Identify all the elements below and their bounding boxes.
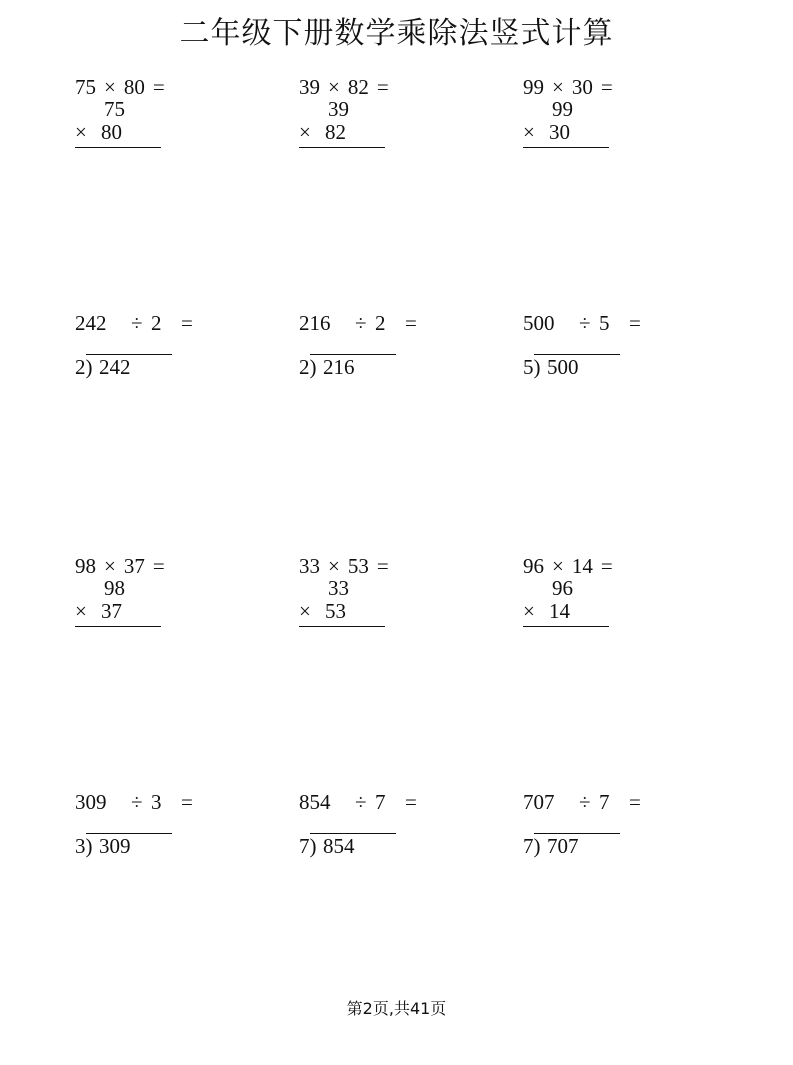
operand-b: 30	[571, 75, 593, 99]
divide-sign: ÷	[355, 790, 367, 814]
operand-a: 75	[75, 75, 96, 99]
answer-line	[299, 147, 385, 148]
equals-sign: =	[405, 311, 417, 335]
equals-sign: =	[152, 75, 165, 99]
long-division-row	[299, 354, 355, 380]
vertical-multiplier-row	[75, 120, 125, 144]
answer-line	[75, 147, 161, 148]
equals-sign: =	[629, 790, 641, 814]
vertical-multiplier: 80	[101, 120, 122, 144]
division-bracket	[523, 833, 547, 859]
vertical-multiplicand: 98	[104, 576, 125, 600]
divide-sign: ÷	[131, 790, 143, 814]
divisor: 7	[375, 790, 386, 814]
long-division-row	[75, 354, 131, 380]
answer-line	[75, 626, 161, 627]
dividend: 242	[75, 311, 107, 335]
vertical-dividend: 309	[99, 834, 131, 858]
problem-3	[523, 74, 723, 194]
equals-sign: =	[600, 75, 613, 99]
times-sign: ×	[552, 554, 564, 578]
answer-line	[523, 626, 609, 627]
times-sign: ×	[75, 120, 87, 144]
vertical-divisor: 7	[523, 834, 534, 858]
bracket-symbol: )	[309, 355, 317, 379]
vertical-multiplicand: 39	[328, 97, 349, 121]
equals-sign: =	[181, 790, 193, 814]
operand-a: 33	[299, 554, 320, 578]
equals-sign: =	[629, 311, 641, 335]
problem-12	[523, 789, 723, 909]
times-sign: ×	[552, 75, 564, 99]
vertical-dividend: 500	[547, 355, 579, 379]
equals-sign: =	[181, 311, 193, 335]
operand-b: 53	[347, 554, 369, 578]
operand-b: 80	[123, 75, 145, 99]
bracket-symbol: )	[85, 834, 93, 858]
vertical-dividend: 216	[323, 355, 355, 379]
times-sign: ×	[328, 75, 340, 99]
vertical-divisor: 2	[299, 355, 310, 379]
problem-8	[299, 553, 499, 673]
division-bracket	[75, 833, 99, 859]
page-number: 第2页,共41页	[346, 999, 447, 1018]
vertical-multiplier: 53	[325, 599, 346, 623]
times-sign: ×	[299, 120, 311, 144]
times-sign: ×	[299, 599, 311, 623]
bracket-symbol: )	[85, 355, 93, 379]
vertical-divisor: 2	[75, 355, 86, 379]
dividend: 707	[523, 790, 555, 814]
division-bracket	[299, 833, 323, 859]
divisor: 2	[151, 311, 162, 335]
times-sign: ×	[75, 599, 87, 623]
divide-sign: ÷	[579, 790, 591, 814]
division-bracket	[523, 354, 547, 380]
problem-5	[299, 310, 499, 430]
answer-line	[523, 147, 609, 148]
vertical-dividend: 707	[547, 834, 579, 858]
divide-sign: ÷	[355, 311, 367, 335]
answer-line	[299, 626, 385, 627]
problem-expression	[523, 310, 641, 336]
vertical-dividend: 854	[323, 834, 355, 858]
vertical-multiplier-row	[299, 120, 349, 144]
equals-sign: =	[376, 75, 389, 99]
problem-10	[75, 789, 275, 909]
problem-expression	[75, 310, 193, 336]
times-sign: ×	[523, 599, 535, 623]
long-division-row	[75, 833, 131, 859]
operand-b: 82	[347, 75, 369, 99]
vertical-multiplier: 37	[101, 599, 122, 623]
vertical-divisor: 5	[523, 355, 534, 379]
vertical-divisor: 3	[75, 834, 86, 858]
times-sign: ×	[104, 75, 116, 99]
problem-1	[75, 74, 275, 194]
problem-2	[299, 74, 499, 194]
operand-a: 98	[75, 554, 96, 578]
page-title: 二年级下册数学乘除法竖式计算	[179, 16, 614, 51]
vertical-dividend: 242	[99, 355, 131, 379]
vertical-multiplicand: 96	[552, 576, 573, 600]
bracket-symbol: )	[309, 834, 317, 858]
vertical-multiplier: 82	[325, 120, 346, 144]
problem-4	[75, 310, 275, 430]
problem-expression	[299, 789, 417, 815]
vertical-multiplier: 14	[549, 599, 570, 623]
problem-7	[75, 553, 275, 673]
divide-sign: ÷	[579, 311, 591, 335]
times-sign: ×	[328, 554, 340, 578]
problem-expression	[75, 789, 193, 815]
operand-a: 39	[299, 75, 320, 99]
vertical-multiplier-row	[523, 599, 573, 623]
operand-a: 99	[523, 75, 544, 99]
equals-sign: =	[600, 554, 613, 578]
vertical-multiplicand: 75	[104, 97, 125, 121]
dividend: 216	[299, 311, 331, 335]
divide-sign: ÷	[131, 311, 143, 335]
problem-9	[523, 553, 723, 673]
operand-a: 96	[523, 554, 544, 578]
divisor: 3	[151, 790, 162, 814]
problem-11	[299, 789, 499, 909]
divisor: 5	[599, 311, 610, 335]
divisor: 7	[599, 790, 610, 814]
operand-b: 37	[123, 554, 145, 578]
vertical-multiplicand: 99	[552, 97, 573, 121]
divisor: 2	[375, 311, 386, 335]
vertical-multiplier-row	[75, 599, 125, 623]
times-sign: ×	[523, 120, 535, 144]
bracket-symbol: )	[533, 355, 541, 379]
division-bracket	[75, 354, 99, 380]
problem-6	[523, 310, 723, 430]
equals-sign: =	[152, 554, 165, 578]
long-division-row	[523, 354, 579, 380]
operand-b: 14	[571, 554, 593, 578]
dividend: 854	[299, 790, 331, 814]
bracket-symbol: )	[533, 834, 541, 858]
long-division-row	[299, 833, 355, 859]
vertical-divisor: 7	[299, 834, 310, 858]
dividend: 309	[75, 790, 107, 814]
vertical-multiplier: 30	[549, 120, 570, 144]
times-sign: ×	[104, 554, 116, 578]
equals-sign: =	[376, 554, 389, 578]
dividend: 500	[523, 311, 555, 335]
division-bracket	[299, 354, 323, 380]
vertical-multiplier-row	[523, 120, 573, 144]
problem-expression	[299, 310, 417, 336]
equals-sign: =	[405, 790, 417, 814]
problem-expression	[523, 789, 641, 815]
vertical-multiplier-row	[299, 599, 349, 623]
long-division-row	[523, 833, 579, 859]
vertical-multiplicand: 33	[328, 576, 349, 600]
